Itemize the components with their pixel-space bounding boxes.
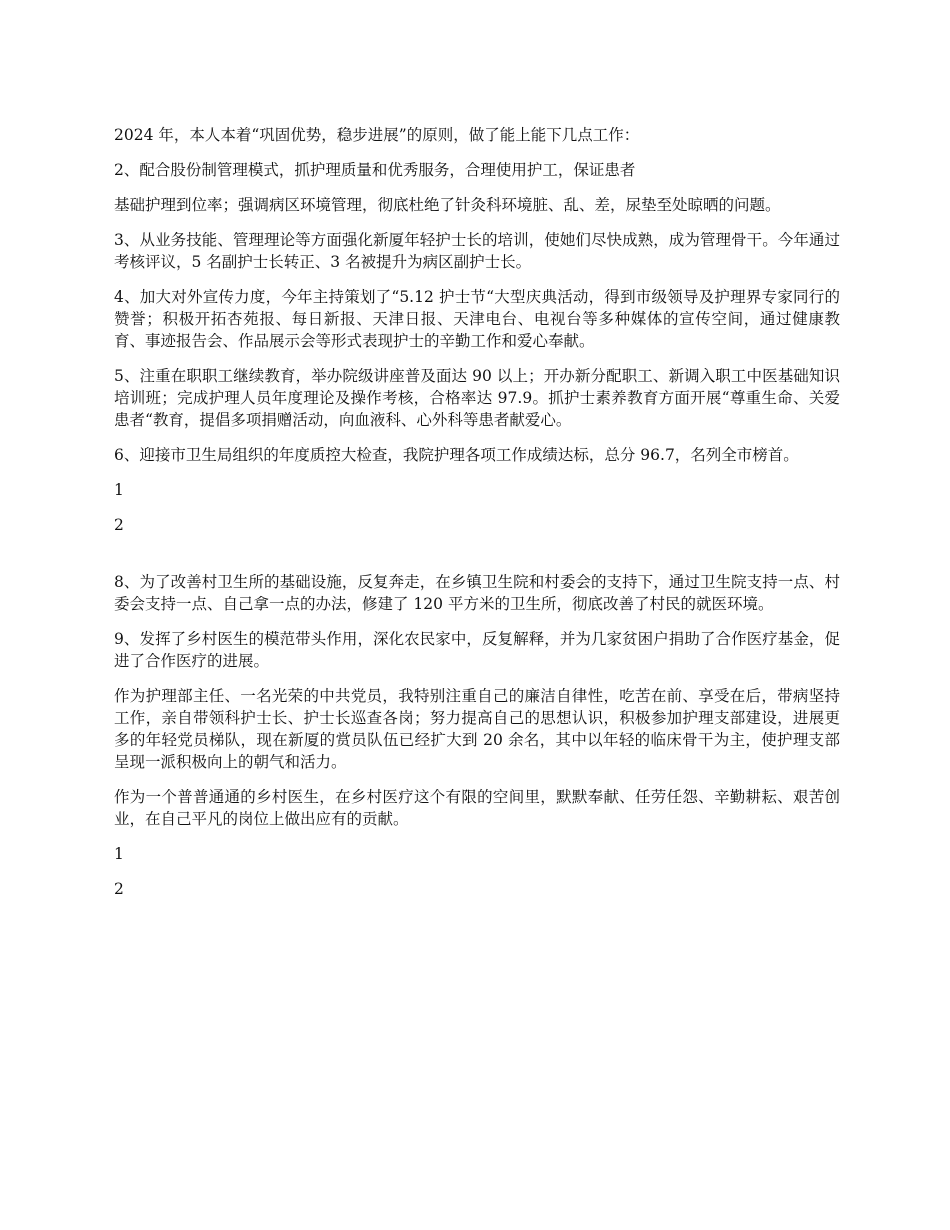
item-9-paragraph: 9、发挥了乡村医生的模范带头作用，深化农民家中，反复解释，并为几家贫困户捐助了合作医疗基金，促进了合作医疗的进展。 — [114, 630, 840, 670]
page-number-2: 2 — [114, 516, 124, 534]
village-doctor-paragraph: 作为一个普普通通的乡村医生，在乡村医疗这个有限的空间里，默默奉献、任劳任怨、辛勤耕耘、艰苦创业，在自己平凡的岗位上做出应有的贡献。 — [114, 788, 840, 828]
intro-paragraph: 2024 年，本人本着“巩固优势，稳步进展”的原则，做了能上能下几点工作： — [114, 126, 640, 144]
document-page — [114, 124, 840, 913]
page-number-1b: 1 — [114, 845, 124, 863]
party-member-paragraph: 作为护理部主任、一名光荣的中共党员，我特别注重自己的廉洁自律性，吃苦在前、享受在后，带病坚持工作，亲自带领科护士长、护士长巡查各岗；努力提高自己的思想认识，积极参加护理支部建设，进展更多的年轻党员梯队，现在新厦的赏员队伍已经扩大到 20 余名，其中以年轻的临床骨干为主，使护理支部呈现一派积极向上的朝气和活力。 — [114, 687, 840, 771]
item-2-continuation: 基础护理到位率；强调病区环境管理，彻底杜绝了针灸科环境脏、乱、差，尿垫至处晾晒的问题。 — [114, 196, 781, 214]
item-6-paragraph: 6、迎接市卫生局组织的年度质控大检查，我院护理各项工作成绩达标，总分 96.7，名列全市榜首。 — [114, 446, 799, 464]
item-3-paragraph: 3、从业务技能、管理理论等方面强化新厦年轻护士长的培训，使她们尽快成熟，成为管理骨干。今年通过考核评议，5 名副护士长转正、3 名被提升为病区副护士长。 — [114, 231, 840, 271]
item-8-paragraph: 8、为了改善村卫生所的基础设施，反复奔走，在乡镇卫生院和村委会的支持下，通过卫生院支持一点、村委会支持一点、自己拿一点的办法，修建了 120 平方米的卫生所，彻底改善了村民的就医环境。 — [114, 573, 840, 613]
item-5-paragraph: 5、注重在职职工继续教育，举办院级讲座普及面达 90 以上；开办新分配职工、新调入职工中医基础知识培训班；完成护理人员年度理论及操作考核，合格率达 97.9。抓护士素养教育方面开展“尊重生命、关爱患者“教育，提倡多项捐赠活动，向血液科、心外科等患者献爱心。 — [114, 367, 840, 429]
page-number-1: 1 — [114, 481, 124, 499]
spacer — [114, 549, 840, 571]
item-2-paragraph: 2、配合股份制管理模式，抓护理质量和优秀服务，合理使用护工，保证患者 — [114, 161, 636, 179]
page-number-2b: 2 — [114, 880, 124, 898]
item-4-paragraph: 4、加大对外宣传力度，今年主持策划了“5.12 护士节“大型庆典活动，得到市级领导及护理界专家同行的赞誉；积极开拓杏苑报、每日新报、天津日报、天津电台、电视台等多种媒体的宣传空间，通过健康教育、事迹报告会、作品展示会等形式表现护士的辛勤工作和爱心奉献。 — [114, 288, 840, 350]
